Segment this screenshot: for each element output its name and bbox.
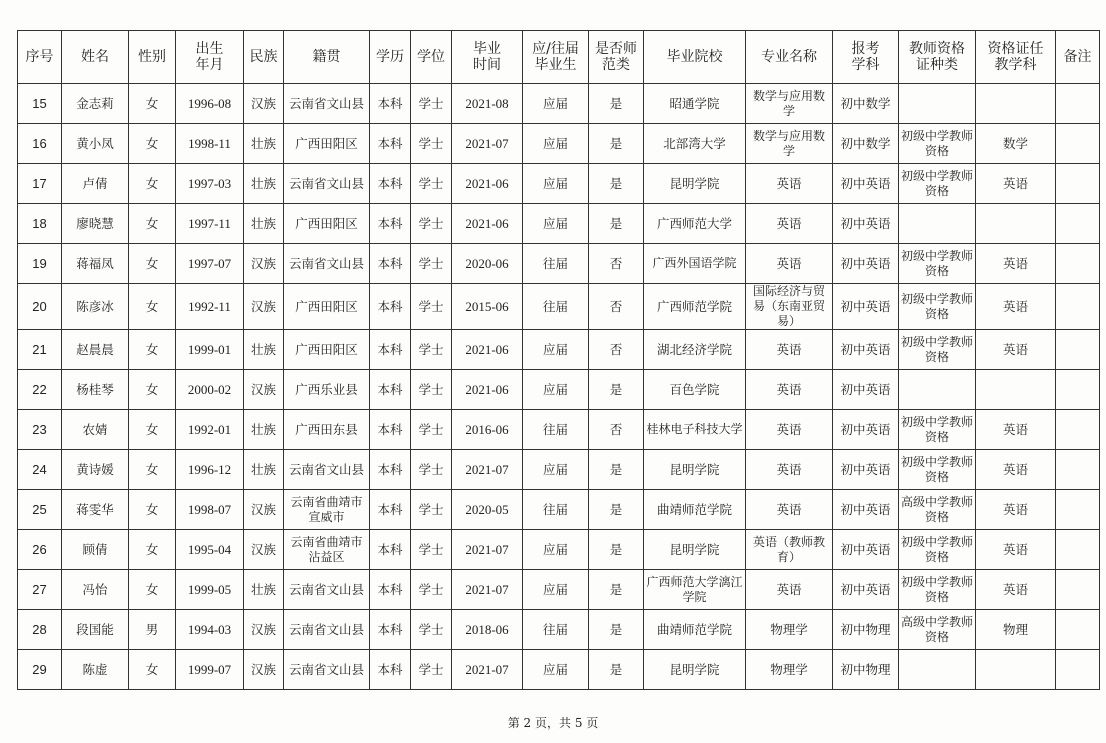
col-cert-subject-cell: 英语 xyxy=(976,330,1056,370)
col-education-cell: 本科 xyxy=(370,244,411,284)
col-name-cell: 顾倩 xyxy=(62,530,129,570)
col-grad-status-cell: 应届 xyxy=(523,84,589,124)
col-remarks-cell xyxy=(1056,450,1100,490)
col-native-place-cell: 云南省文山县 xyxy=(284,164,370,204)
col-seq-cell: 25 xyxy=(18,490,62,530)
col-education-cell: 本科 xyxy=(370,164,411,204)
table-row xyxy=(18,124,1100,164)
col-gender-cell: 女 xyxy=(129,244,176,284)
col-remarks-cell xyxy=(1056,610,1100,650)
col-grad-status-cell: 应届 xyxy=(523,530,589,570)
col-grad-status-cell: 往届 xyxy=(523,490,589,530)
col-ethnicity-cell: 壮族 xyxy=(244,570,284,610)
table-row xyxy=(18,244,1100,284)
col-birth-cell: 1996-08 xyxy=(176,84,244,124)
col-education-header: 学历 xyxy=(370,31,411,84)
col-education-cell: 本科 xyxy=(370,610,411,650)
col-major-cell: 英语 xyxy=(746,490,833,530)
col-seq-cell: 27 xyxy=(18,570,62,610)
col-name-header: 姓名 xyxy=(62,31,129,84)
col-degree-cell: 学士 xyxy=(411,204,452,244)
col-name-cell: 黄诗媛 xyxy=(62,450,129,490)
table-row xyxy=(18,330,1100,370)
candidate-roster-table xyxy=(17,30,1100,690)
col-name-cell: 金志莉 xyxy=(62,84,129,124)
col-grad-status-header: 应/往届 毕业生 xyxy=(523,31,589,84)
col-cert-type-cell: 初级中学教师资格 xyxy=(899,530,976,570)
col-grad-time-cell: 2021-06 xyxy=(452,330,523,370)
col-native-place-cell: 广西田阳区 xyxy=(284,284,370,330)
col-remarks-cell xyxy=(1056,490,1100,530)
col-remarks-cell xyxy=(1056,370,1100,410)
col-education-cell: 本科 xyxy=(370,330,411,370)
col-normal-major-cell: 是 xyxy=(589,84,644,124)
col-remarks-header: 备注 xyxy=(1056,31,1100,84)
col-normal-major-cell: 是 xyxy=(589,610,644,650)
col-birth-cell: 1998-07 xyxy=(176,490,244,530)
col-grad-status-cell: 往届 xyxy=(523,410,589,450)
col-native-place-cell: 广西田东县 xyxy=(284,410,370,450)
col-native-place-cell: 云南省文山县 xyxy=(284,84,370,124)
col-ethnicity-cell: 汉族 xyxy=(244,244,284,284)
col-grad-status-cell: 应届 xyxy=(523,204,589,244)
col-grad-status-cell: 应届 xyxy=(523,370,589,410)
col-subject-cell: 初中英语 xyxy=(833,450,899,490)
col-grad-time-cell: 2020-05 xyxy=(452,490,523,530)
col-university-cell: 昆明学院 xyxy=(644,650,746,690)
col-grad-time-cell: 2021-07 xyxy=(452,530,523,570)
col-birth-cell: 1997-11 xyxy=(176,204,244,244)
col-seq-cell: 23 xyxy=(18,410,62,450)
col-normal-major-cell: 是 xyxy=(589,164,644,204)
col-major-cell: 英语 xyxy=(746,410,833,450)
col-cert-subject-cell: 数学 xyxy=(976,124,1056,164)
col-grad-status-cell: 应届 xyxy=(523,164,589,204)
table-row xyxy=(18,450,1100,490)
col-birth-cell: 2000-02 xyxy=(176,370,244,410)
col-grad-time-cell: 2020-06 xyxy=(452,244,523,284)
col-cert-type-cell xyxy=(899,84,976,124)
col-birth-cell: 1992-01 xyxy=(176,410,244,450)
table-row xyxy=(18,164,1100,204)
col-native-place-cell: 云南省曲靖市宣威市 xyxy=(284,490,370,530)
col-major-cell: 英语 xyxy=(746,330,833,370)
col-education-cell: 本科 xyxy=(370,530,411,570)
col-subject-cell: 初中英语 xyxy=(833,410,899,450)
col-cert-type-cell: 初级中学教师资格 xyxy=(899,124,976,164)
col-grad-status-cell: 往届 xyxy=(523,244,589,284)
col-education-cell: 本科 xyxy=(370,450,411,490)
col-university-cell: 桂林电子科技大学 xyxy=(644,410,746,450)
col-university-cell: 昆明学院 xyxy=(644,450,746,490)
col-ethnicity-cell: 汉族 xyxy=(244,530,284,570)
col-grad-status-cell: 应届 xyxy=(523,570,589,610)
col-normal-major-header: 是否师 范类 xyxy=(589,31,644,84)
col-education-cell: 本科 xyxy=(370,284,411,330)
col-cert-type-cell xyxy=(899,650,976,690)
col-grad-status-cell: 应届 xyxy=(523,124,589,164)
col-grad-time-cell: 2015-06 xyxy=(452,284,523,330)
col-grad-status-cell: 往届 xyxy=(523,284,589,330)
col-name-cell: 杨桂琴 xyxy=(62,370,129,410)
col-grad-time-header: 毕业 时间 xyxy=(452,31,523,84)
col-birth-cell: 1996-12 xyxy=(176,450,244,490)
col-grad-time-cell: 2021-07 xyxy=(452,124,523,164)
col-normal-major-cell: 是 xyxy=(589,204,644,244)
col-cert-subject-cell: 英语 xyxy=(976,284,1056,330)
table-row xyxy=(18,530,1100,570)
col-major-cell: 英语（教师教育） xyxy=(746,530,833,570)
col-ethnicity-cell: 壮族 xyxy=(244,164,284,204)
col-ethnicity-cell: 壮族 xyxy=(244,204,284,244)
col-gender-cell: 女 xyxy=(129,330,176,370)
col-cert-subject-cell: 英语 xyxy=(976,164,1056,204)
col-cert-subject-cell xyxy=(976,650,1056,690)
col-degree-cell: 学士 xyxy=(411,84,452,124)
col-seq-cell: 29 xyxy=(18,650,62,690)
col-remarks-cell xyxy=(1056,530,1100,570)
col-normal-major-cell: 否 xyxy=(589,330,644,370)
col-ethnicity-cell: 壮族 xyxy=(244,330,284,370)
col-subject-cell: 初中物理 xyxy=(833,650,899,690)
col-grad-time-cell: 2021-07 xyxy=(452,570,523,610)
col-major-cell: 物理学 xyxy=(746,650,833,690)
col-name-cell: 段国能 xyxy=(62,610,129,650)
col-subject-cell: 初中数学 xyxy=(833,124,899,164)
col-cert-subject-header: 资格证任 教学科 xyxy=(976,31,1056,84)
col-university-cell: 百色学院 xyxy=(644,370,746,410)
col-major-cell: 物理学 xyxy=(746,610,833,650)
col-gender-cell: 女 xyxy=(129,370,176,410)
col-birth-cell: 1994-03 xyxy=(176,610,244,650)
col-name-cell: 黄小凤 xyxy=(62,124,129,164)
col-university-cell: 广西师范大学漓江学院 xyxy=(644,570,746,610)
col-major-cell: 英语 xyxy=(746,370,833,410)
col-grad-status-cell: 应届 xyxy=(523,650,589,690)
col-cert-type-cell xyxy=(899,370,976,410)
col-name-cell: 卢倩 xyxy=(62,164,129,204)
col-birth-cell: 1999-05 xyxy=(176,570,244,610)
col-ethnicity-cell: 壮族 xyxy=(244,124,284,164)
col-major-cell: 英语 xyxy=(746,450,833,490)
col-subject-cell: 初中英语 xyxy=(833,370,899,410)
col-seq-cell: 17 xyxy=(18,164,62,204)
col-cert-type-cell: 高级中学教师资格 xyxy=(899,610,976,650)
col-seq-cell: 18 xyxy=(18,204,62,244)
col-seq-cell: 24 xyxy=(18,450,62,490)
col-remarks-cell xyxy=(1056,84,1100,124)
col-remarks-cell xyxy=(1056,410,1100,450)
col-education-cell: 本科 xyxy=(370,490,411,530)
col-university-cell: 北部湾大学 xyxy=(644,124,746,164)
col-gender-cell: 女 xyxy=(129,164,176,204)
col-degree-cell: 学士 xyxy=(411,370,452,410)
col-name-cell: 赵晨晨 xyxy=(62,330,129,370)
col-seq-cell: 28 xyxy=(18,610,62,650)
col-subject-cell: 初中英语 xyxy=(833,490,899,530)
col-grad-time-cell: 2021-07 xyxy=(452,650,523,690)
col-seq-cell: 19 xyxy=(18,244,62,284)
col-gender-cell: 女 xyxy=(129,284,176,330)
col-cert-type-cell: 初级中学教师资格 xyxy=(899,410,976,450)
table-row xyxy=(18,84,1100,124)
col-major-header: 专业名称 xyxy=(746,31,833,84)
table-row xyxy=(18,284,1100,330)
col-remarks-cell xyxy=(1056,204,1100,244)
col-normal-major-cell: 否 xyxy=(589,284,644,330)
col-grad-status-cell: 应届 xyxy=(523,450,589,490)
col-university-cell: 曲靖师范学院 xyxy=(644,610,746,650)
col-gender-cell: 女 xyxy=(129,650,176,690)
col-grad-time-cell: 2021-06 xyxy=(452,370,523,410)
col-grad-time-cell: 2021-06 xyxy=(452,164,523,204)
col-cert-type-header: 教师资格 证种类 xyxy=(899,31,976,84)
col-major-cell: 英语 xyxy=(746,570,833,610)
col-major-cell: 英语 xyxy=(746,204,833,244)
col-seq-cell: 21 xyxy=(18,330,62,370)
col-degree-cell: 学士 xyxy=(411,244,452,284)
col-birth-header: 出生 年月 xyxy=(176,31,244,84)
col-normal-major-cell: 是 xyxy=(589,450,644,490)
page-number: 第 2 页，共 5 页 xyxy=(507,716,599,730)
col-degree-cell: 学士 xyxy=(411,330,452,370)
col-birth-cell: 1999-01 xyxy=(176,330,244,370)
col-cert-subject-cell: 英语 xyxy=(976,244,1056,284)
col-seq-cell: 22 xyxy=(18,370,62,410)
col-normal-major-cell: 是 xyxy=(589,650,644,690)
col-cert-type-cell: 初级中学教师资格 xyxy=(899,244,976,284)
col-degree-cell: 学士 xyxy=(411,570,452,610)
col-degree-cell: 学士 xyxy=(411,530,452,570)
col-normal-major-cell: 是 xyxy=(589,570,644,610)
col-gender-cell: 女 xyxy=(129,124,176,164)
col-native-place-cell: 云南省文山县 xyxy=(284,450,370,490)
col-education-cell: 本科 xyxy=(370,370,411,410)
col-normal-major-cell: 否 xyxy=(589,410,644,450)
col-ethnicity-cell: 汉族 xyxy=(244,84,284,124)
col-subject-cell: 初中英语 xyxy=(833,164,899,204)
col-major-cell: 英语 xyxy=(746,164,833,204)
table-row xyxy=(18,410,1100,450)
col-normal-major-cell: 否 xyxy=(589,244,644,284)
col-gender-cell: 女 xyxy=(129,490,176,530)
col-normal-major-cell: 是 xyxy=(589,530,644,570)
col-cert-type-cell: 初级中学教师资格 xyxy=(899,164,976,204)
col-gender-cell: 女 xyxy=(129,84,176,124)
col-ethnicity-cell: 汉族 xyxy=(244,490,284,530)
col-name-cell: 陈虚 xyxy=(62,650,129,690)
col-native-place-cell: 广西乐业县 xyxy=(284,370,370,410)
col-cert-type-cell: 初级中学教师资格 xyxy=(899,330,976,370)
col-subject-cell: 初中英语 xyxy=(833,204,899,244)
col-degree-cell: 学士 xyxy=(411,450,452,490)
col-grad-time-cell: 2021-06 xyxy=(452,204,523,244)
col-native-place-cell: 广西田阳区 xyxy=(284,204,370,244)
col-birth-cell: 1992-11 xyxy=(176,284,244,330)
col-university-cell: 昆明学院 xyxy=(644,530,746,570)
col-gender-cell: 女 xyxy=(129,410,176,450)
col-normal-major-cell: 是 xyxy=(589,370,644,410)
col-gender-cell: 女 xyxy=(129,570,176,610)
col-university-cell: 广西师范大学 xyxy=(644,204,746,244)
col-cert-type-cell: 初级中学教师资格 xyxy=(899,450,976,490)
col-ethnicity-cell: 壮族 xyxy=(244,450,284,490)
col-subject-cell: 初中英语 xyxy=(833,530,899,570)
col-cert-subject-cell xyxy=(976,204,1056,244)
col-university-cell: 广西外国语学院 xyxy=(644,244,746,284)
col-gender-header: 性别 xyxy=(129,31,176,84)
table-body xyxy=(18,84,1100,690)
col-degree-cell: 学士 xyxy=(411,490,452,530)
col-subject-header: 报考 学科 xyxy=(833,31,899,84)
col-subject-cell: 初中物理 xyxy=(833,610,899,650)
col-major-cell: 数学与应用数学 xyxy=(746,124,833,164)
col-native-place-cell: 云南省文山县 xyxy=(284,570,370,610)
table-row xyxy=(18,650,1100,690)
col-gender-cell: 女 xyxy=(129,530,176,570)
col-degree-cell: 学士 xyxy=(411,410,452,450)
col-education-cell: 本科 xyxy=(370,410,411,450)
col-cert-subject-cell: 英语 xyxy=(976,570,1056,610)
col-seq-cell: 15 xyxy=(18,84,62,124)
col-cert-subject-cell xyxy=(976,370,1056,410)
col-name-cell: 蒋福凤 xyxy=(62,244,129,284)
col-native-place-header: 籍贯 xyxy=(284,31,370,84)
col-major-cell: 国际经济与贸易（东南亚贸易） xyxy=(746,284,833,330)
col-grad-time-cell: 2018-06 xyxy=(452,610,523,650)
col-subject-cell: 初中英语 xyxy=(833,570,899,610)
col-university-cell: 曲靖师范学院 xyxy=(644,490,746,530)
col-remarks-cell xyxy=(1056,330,1100,370)
col-education-cell: 本科 xyxy=(370,84,411,124)
col-cert-subject-cell: 英语 xyxy=(976,450,1056,490)
table-row xyxy=(18,490,1100,530)
col-birth-cell: 1999-07 xyxy=(176,650,244,690)
col-seq-cell: 20 xyxy=(18,284,62,330)
col-native-place-cell: 广西田阳区 xyxy=(284,330,370,370)
col-ethnicity-cell: 汉族 xyxy=(244,650,284,690)
col-university-cell: 广西师范学院 xyxy=(644,284,746,330)
col-gender-cell: 女 xyxy=(129,204,176,244)
col-cert-type-cell xyxy=(899,204,976,244)
table-row xyxy=(18,610,1100,650)
table-row xyxy=(18,204,1100,244)
col-normal-major-cell: 是 xyxy=(589,490,644,530)
col-education-cell: 本科 xyxy=(370,204,411,244)
col-cert-subject-cell xyxy=(976,84,1056,124)
col-major-cell: 英语 xyxy=(746,244,833,284)
table-row xyxy=(18,370,1100,410)
col-name-cell: 冯怡 xyxy=(62,570,129,610)
col-remarks-cell xyxy=(1056,284,1100,330)
col-ethnicity-header: 民族 xyxy=(244,31,284,84)
col-ethnicity-cell: 汉族 xyxy=(244,284,284,330)
col-university-cell: 湖北经济学院 xyxy=(644,330,746,370)
col-birth-cell: 1995-04 xyxy=(176,530,244,570)
col-seq-header: 序号 xyxy=(18,31,62,84)
col-remarks-cell xyxy=(1056,570,1100,610)
col-normal-major-cell: 是 xyxy=(589,124,644,164)
col-birth-cell: 1997-03 xyxy=(176,164,244,204)
col-education-cell: 本科 xyxy=(370,650,411,690)
col-cert-type-cell: 高级中学教师资格 xyxy=(899,490,976,530)
col-subject-cell: 初中数学 xyxy=(833,84,899,124)
col-native-place-cell: 广西田阳区 xyxy=(284,124,370,164)
col-subject-cell: 初中英语 xyxy=(833,244,899,284)
col-education-cell: 本科 xyxy=(370,124,411,164)
col-gender-cell: 女 xyxy=(129,450,176,490)
col-university-cell: 昭通学院 xyxy=(644,84,746,124)
col-ethnicity-cell: 汉族 xyxy=(244,610,284,650)
col-name-cell: 农婧 xyxy=(62,410,129,450)
col-degree-cell: 学士 xyxy=(411,284,452,330)
table-row xyxy=(18,570,1100,610)
col-degree-cell: 学士 xyxy=(411,610,452,650)
col-birth-cell: 1998-11 xyxy=(176,124,244,164)
col-major-cell: 数学与应用数学 xyxy=(746,84,833,124)
col-grad-time-cell: 2016-06 xyxy=(452,410,523,450)
col-remarks-cell xyxy=(1056,124,1100,164)
col-education-cell: 本科 xyxy=(370,570,411,610)
col-university-header: 毕业院校 xyxy=(644,31,746,84)
col-cert-subject-cell: 英语 xyxy=(976,490,1056,530)
col-remarks-cell xyxy=(1056,164,1100,204)
col-degree-header: 学位 xyxy=(411,31,452,84)
col-cert-subject-cell: 英语 xyxy=(976,530,1056,570)
col-native-place-cell: 云南省文山县 xyxy=(284,610,370,650)
table-header-row xyxy=(18,31,1100,84)
col-subject-cell: 初中英语 xyxy=(833,284,899,330)
col-ethnicity-cell: 壮族 xyxy=(244,410,284,450)
col-subject-cell: 初中英语 xyxy=(833,330,899,370)
col-name-cell: 陈彦冰 xyxy=(62,284,129,330)
col-seq-cell: 16 xyxy=(18,124,62,164)
col-university-cell: 昆明学院 xyxy=(644,164,746,204)
col-seq-cell: 26 xyxy=(18,530,62,570)
col-grad-time-cell: 2021-08 xyxy=(452,84,523,124)
col-degree-cell: 学士 xyxy=(411,164,452,204)
col-remarks-cell xyxy=(1056,650,1100,690)
col-cert-type-cell: 初级中学教师资格 xyxy=(899,284,976,330)
col-name-cell: 蒋雯华 xyxy=(62,490,129,530)
col-native-place-cell: 云南省文山县 xyxy=(284,244,370,284)
col-gender-cell: 男 xyxy=(129,610,176,650)
col-degree-cell: 学士 xyxy=(411,650,452,690)
col-ethnicity-cell: 汉族 xyxy=(244,370,284,410)
col-native-place-cell: 云南省文山县 xyxy=(284,650,370,690)
col-grad-time-cell: 2021-07 xyxy=(452,450,523,490)
col-remarks-cell xyxy=(1056,244,1100,284)
col-degree-cell: 学士 xyxy=(411,124,452,164)
col-cert-subject-cell: 英语 xyxy=(976,410,1056,450)
col-cert-subject-cell: 物理 xyxy=(976,610,1056,650)
col-cert-type-cell: 初级中学教师资格 xyxy=(899,570,976,610)
col-birth-cell: 1997-07 xyxy=(176,244,244,284)
col-native-place-cell: 云南省曲靖市沾益区 xyxy=(284,530,370,570)
col-name-cell: 廖晓慧 xyxy=(62,204,129,244)
col-grad-status-cell: 往届 xyxy=(523,610,589,650)
col-grad-status-cell: 应届 xyxy=(523,330,589,370)
